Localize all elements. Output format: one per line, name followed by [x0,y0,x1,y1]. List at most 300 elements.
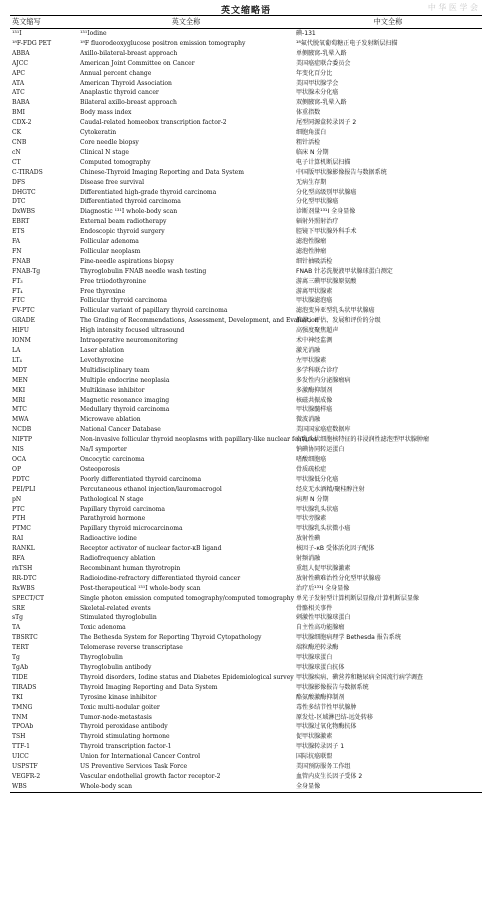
english-name-cell: Pathological N stage [80,495,144,503]
english-name-cell: Stimulated thyroglobulin [80,614,157,622]
table-row [10,396,482,406]
abbreviation-cell: AJCC [12,59,29,67]
english-name-cell: Telomerase reverse transcriptase [80,644,183,652]
chinese-name-cell: 端粒酶逆转录酶 [296,644,339,652]
table-row [10,772,482,782]
english-name-cell: Osteoporosis [80,465,120,473]
english-name-cell: Microwave ablation [80,416,141,424]
table-row [10,69,482,79]
english-name-cell: Oncocytic carcinoma [80,455,145,463]
english-name-cell: Papillary thyroid microcarcinoma [80,525,183,533]
chinese-name-cell: 甲状腺影像报告与数据系统 [296,683,369,691]
chinese-name-cell: 毒性多结节性甲状腺肿 [296,703,357,711]
table-row [10,386,482,396]
abbreviation-cell: CT [12,158,21,166]
abbreviation-cell: RR-DTC [12,574,37,582]
english-name-cell: Thyroglobulin antibody [80,664,152,671]
chinese-name-cell: 年变化百分比 [296,69,333,77]
abbreviation-page [10,0,482,897]
abbreviation-cell: TSH [12,733,26,741]
table-row [10,713,482,723]
abbreviation-cell: FTC [12,297,25,305]
table-row [10,475,482,485]
table-row [10,158,482,168]
abbreviation-cell: FNAB [12,257,31,265]
table-row [10,653,482,663]
chinese-name-cell: 自主性高功能腺瘤 [296,624,345,632]
chinese-name-cell: 甲状腺乳头状癌 [296,505,339,513]
table-row [10,277,482,287]
chinese-name-cell: 多学科联合诊疗 [296,366,339,374]
english-name-cell: Fine-needle aspirations biopsy [80,257,174,265]
abbreviation-cell: WBS [10,782,78,792]
chinese-name-cell: 国际抗癌联盟 [296,753,333,761]
table-row [10,505,482,515]
table-row [10,604,482,614]
chinese-name-cell: 临床 N 分期 [296,148,329,156]
english-name-cell: Diagnostic ¹³¹I whole-body scan [80,208,178,216]
abbreviation-cell: C-TIRADS [12,168,43,176]
table-row [10,98,482,108]
chinese-name-cell: 单侧腋窝-乳晕入路 [296,49,347,57]
table-row [10,39,482,49]
abbreviation-cell: pN [12,495,22,503]
table-row [10,217,482,227]
table-row [10,128,482,138]
abbreviation-cell: PTH [12,515,26,523]
english-name-cell: Multikinase inhibitor [80,386,145,394]
chinese-name-cell: 美国国家癌症数据库 [296,426,351,434]
english-name-cell: Radiofrequency ablation [80,555,156,563]
abbreviation-cell: FN [12,247,22,255]
chinese-name-cell: 美国甲状腺学会 [296,79,339,87]
english-name-cell: Laser ablation [80,347,125,354]
abbreviation-cell: PTC [12,505,25,513]
english-name-cell: The Bethesda System for Reporting Thyroid Cytopathology [80,634,262,642]
english-name-cell: Anaplastic thyroid cancer [80,89,159,97]
abbreviation-cell: TTF-1 [12,743,30,751]
abbreviation-cell: RxWBS [12,584,35,592]
abbreviation-cell: MDT [12,366,28,374]
abbreviation-cell: USPSTF [12,763,38,771]
chinese-name-cell: FNAB 针芯洗脱液甲状腺球蛋白测定 [296,267,393,275]
table-row [10,405,482,415]
chinese-name-cell: 滤泡性肿瘤 [296,247,327,255]
english-name-cell: Free thyroxine [80,287,126,295]
chinese-name-cell: 电子计算机断层扫描 [296,158,351,166]
abbreviation-cell: ATA [12,79,25,87]
chinese-name-cell: 射频消融 [296,555,321,563]
abbreviation-cell: VEGFR-2 [12,772,41,780]
english-name-cell: Thyroglobulin FNAB needle wash testing [80,267,207,275]
abbreviation-cell: BABA [12,99,30,107]
table-row [10,693,482,703]
abbreviation-cell: DFS [12,178,26,186]
table-row [10,237,482,247]
table-row [10,257,482,267]
abbreviation-cell: TIDE [12,673,28,681]
table-row [10,148,482,158]
abbreviation-cell: GRADE [12,317,36,325]
table-row [10,445,482,455]
abbreviation-cell: RAI [12,535,24,543]
abbreviation-cell: MEN [12,376,28,384]
chinese-name-cell: 血管内皮生长因子受体 2 [296,772,363,780]
chinese-name-cell: 辐射外照射治疗 [296,218,339,226]
chinese-name-cell: 甲状腺球蛋白抗体 [296,664,345,671]
english-name-cell: Thyroid disorders, Iodine status and Diabetes Epidemiological survey [80,673,294,681]
table-row [10,425,482,435]
abbreviation-cell: RFA [12,555,25,563]
abbreviation-cell: FT₃ [12,277,23,285]
english-name-cell: Follicular variant of papillary thyroid carcinoma [80,307,228,315]
english-name-cell: Follicular neoplasm [80,247,141,255]
abbreviation-cell: NIS [12,446,24,454]
chinese-name-cell: 病理 N 分期 [296,495,329,503]
english-name-cell: Thyroid Imaging Reporting and Data System [80,683,218,691]
table-row [10,455,482,465]
chinese-name-cell: 核磁共振成像 [296,396,333,404]
table-row [10,544,482,554]
english-name-cell: Differentiated high-grade thyroid carcinoma [80,188,217,196]
table-row [10,49,482,59]
abbreviation-cell: RANKL [12,545,35,553]
header-english-full-name: 英文全称 [78,16,294,29]
chinese-name-cell: 原发灶-区域淋巴结-远处转移 [296,713,373,721]
chinese-name-cell: 经皮无水酒精/聚桂醇注射 [296,485,365,493]
chinese-name-cell: 无病生存期 [296,178,327,186]
english-name-cell: Disease free survival [80,178,145,186]
table-row [10,346,482,356]
chinese-name-cell: 高强度聚焦超声 [296,327,339,335]
english-name-cell: Single photon emission computed tomography/computed tomography [80,594,295,602]
chinese-name-cell: 甲状腺低分化癌 [296,475,339,483]
english-name-cell: Axillo-bilateral-breast approach [80,49,178,57]
abbreviation-cell: FNAB-Tg [12,267,41,275]
abbreviation-cell: ¹⁸F-FDG PET [12,39,52,47]
english-name-cell: ¹³¹Iodine [80,30,107,37]
table-row [10,613,482,623]
english-name-cell: Core needle biopsy [80,138,139,146]
chinese-name-cell: 分化型甲状腺癌 [296,198,339,206]
chinese-name-cell: 分化型高级别甲状腺癌 [296,188,357,196]
table-row [10,29,482,39]
english-name-cell: Clinical N stage [80,148,129,156]
table-row [10,485,482,495]
chinese-name-cell: 碘-131 [296,30,316,37]
chinese-name-cell: 激光消融 [296,347,321,354]
table-body [10,29,482,793]
abbreviation-cell: HIFU [12,327,29,335]
chinese-name-cell: 左甲状腺素 [296,356,327,364]
english-name-cell: External beam radiotherapy [80,218,167,226]
abbreviation-cell: TPOAb [12,723,34,731]
english-name-cell: Radioiodine-refractory differentiated thyroid cancer [80,574,241,582]
table-row [10,108,482,118]
abbreviation-cell: CNB [12,138,27,146]
english-name-cell: National Cancer Database [80,426,161,434]
chinese-name-cell: 细胞角蛋白 [296,129,327,137]
english-name-cell: Thyroid transcription factor-1 [80,743,172,751]
chinese-name-cell: 双侧腋窝-乳晕入路 [296,99,347,107]
english-name-cell: Union for International Cancer Control [80,753,201,761]
table-row [10,554,482,564]
abbreviation-cell: EBRT [12,218,30,226]
table-row [10,356,482,366]
abbreviation-cell: TNM [12,713,28,721]
abbreviation-cell: OCA [12,455,26,463]
chinese-name-cell: 甲状腺滤泡癌 [296,297,333,305]
english-name-cell: Poorly differentiated thyroid carcinoma [80,475,202,483]
english-name-cell: Thyroglobulin [80,654,123,662]
chinese-name-cell: 微波消融 [296,416,321,424]
table-row [10,623,482,633]
abbreviation-cell: MWA [12,416,29,424]
table-row [10,742,482,752]
abbreviation-cell: MTC [12,406,27,414]
abbreviation-cell: CDX-2 [12,119,32,127]
table-row [10,514,482,524]
chinese-name-cell: 美国预防服务工作组 [296,763,351,771]
table-row [10,703,482,713]
table-row [10,178,482,188]
english-name-cell: Tumor-node-metastasis [80,713,152,721]
chinese-name-cell: 甲状腺髓样癌 [296,406,333,414]
table-row [10,752,482,762]
header-row [10,16,482,29]
chinese-name-cell: 术中神经监测 [296,337,333,345]
table-row [10,336,482,346]
english-name-cell: Multiple endocrine neoplasia [80,376,170,384]
abbreviation-cell: FA [12,238,21,246]
abbreviation-cell: LA [12,347,21,354]
publisher-watermark: 中 华 医 学 会 [427,3,478,12]
chinese-name-cell: 诊断剂量¹³¹I 全身显像 [296,208,356,216]
table-row [10,316,482,326]
abbreviation-cell: NIFTP [12,436,32,444]
table-header [10,16,482,29]
abbreviation-cell: sTg [12,614,24,622]
abbreviation-cell: ETS [12,228,25,236]
english-name-cell: Parathyroid hormone [80,515,146,523]
abbreviation-cell: PEI/PLI [12,485,36,493]
abbreviation-cell: APC [12,69,26,77]
chinese-name-cell: 放射性碘 [296,535,321,543]
chinese-name-cell: 重组人促甲状腺激素 [296,564,351,572]
english-name-cell: Toxic adenoma [80,624,126,632]
english-name-cell: Endoscopic thyroid surgery [80,228,165,236]
chinese-name-cell: 多发性内分泌腺瘤病 [296,376,351,384]
table-row [10,435,482,445]
table-row [10,524,482,534]
table-row [10,376,482,386]
chinese-name-cell: 滤泡变异亚型乳头状甲状腺癌 [296,307,375,315]
table-row [10,683,482,693]
table-row [10,138,482,148]
abbreviation-cell: ¹³¹I [12,30,22,37]
chinese-name-cell: 甲状腺转录因子 1 [296,743,345,751]
chinese-name-cell: 甲状腺疾病、碘营养和糖尿病全国流行病学调查 [296,673,423,681]
chinese-name-cell: 甲状腺球蛋白 [296,654,333,662]
chinese-name-cell: 游离甲状腺素 [296,287,333,295]
chinese-name-cell: 甲状旁腺素 [296,515,327,523]
chinese-name-cell: 全身显像 [294,782,482,792]
table-row [10,584,482,594]
chinese-name-cell: 游离三碘甲状腺原氨酸 [296,277,357,285]
table-row [10,366,482,376]
table-row [10,247,482,257]
english-name-cell: Skeletal-related events [80,604,151,612]
english-name-cell: American Thyroid Association [80,79,172,87]
chinese-name-cell: 细针抽吸活检 [296,257,333,265]
table-row [10,59,482,69]
abbreviation-cell: DHGTC [12,188,36,196]
table-row [10,732,482,742]
english-name-cell: Multidisciplinary team [80,366,150,374]
abbreviation-cell: FT₄ [12,287,23,295]
abbreviation-cell: UICC [12,753,29,761]
english-name-cell: Cytokeratin [80,129,117,137]
abbreviation-cell: DxWBS [12,208,36,216]
table-row [10,118,482,128]
table-row [10,534,482,544]
abbreviation-cell: cN [12,148,21,156]
table-row [10,188,482,198]
english-name-cell: High intensity focused ultrasound [80,327,185,335]
abbreviation-cell: FV-PTC [12,307,35,315]
abbreviation-cell: MRI [12,396,26,404]
chinese-name-cell: 骨质疏松症 [296,465,327,473]
english-name-cell: Follicular thyroid carcinoma [80,297,168,305]
chinese-name-cell: 中国版甲状腺影像报告与数据系统 [296,168,387,176]
english-name-cell: Levothyroxine [80,356,124,364]
table-row [10,415,482,425]
abbreviation-cell: CK [12,129,22,137]
chinese-name-cell: 刺激性甲状腺球蛋白 [296,614,351,622]
table-row [10,633,482,643]
abbreviation-cell: TgAb [12,664,29,671]
chinese-name-cell: 粗针活检 [296,138,321,146]
table-row [10,762,482,772]
chinese-name-cell: 甲状腺细胞病理学 Bethesda 报告系统 [296,634,401,642]
english-name-cell: Tyrosine kinase inhibitor [80,693,157,701]
abbreviation-cell: TERT [12,644,29,652]
english-name-cell: Thyroid stimulating hormone [80,733,170,741]
chinese-name-cell: 多激酶抑制剂 [296,386,333,394]
abbreviation-cell: Tg [12,654,20,662]
header-chinese-full-name: 中文全称 [294,16,482,29]
chinese-name-cell: 尾型同源盒转录因子 2 [296,119,357,127]
abbreviation-cell: TBSRTC [12,634,38,642]
english-name-cell: Whole-body scan [78,782,294,792]
table-row [10,663,482,673]
english-name-cell: US Preventive Services Task Force [80,763,188,771]
abbreviation-cell: PDTC [12,475,30,483]
table-row [10,287,482,297]
chinese-name-cell: 甲状腺乳头状微小癌 [296,525,351,533]
table-row [10,306,482,316]
table-row [10,782,482,792]
english-name-cell: The Grading of Recommendations, Assessment, Development, and Evaluation [80,317,319,325]
abbreviation-cell: NCDB [12,426,32,434]
english-name-cell: Bilateral axillo-breast approach [80,99,177,107]
chinese-name-cell: 单光子发射型计算机断层显像/计算机断层显像 [296,594,419,602]
table-row [10,207,482,217]
abbreviation-cell: TIRADS [12,683,37,691]
english-name-cell: Na/I symporter [80,446,127,454]
chinese-name-cell: 美国癌症联合委员会 [296,59,351,67]
english-name-cell: Intraoperative neuromonitoring [80,337,178,345]
english-name-cell: Free triiodothyronine [80,277,147,285]
table-row [10,722,482,732]
table-row [10,88,482,98]
abbreviation-cell: ATC [12,89,25,97]
abbreviation-cell: rhTSH [12,564,33,572]
table-row [10,564,482,574]
chinese-name-cell: 放射性碘难治性分化型甲状腺癌 [296,574,381,582]
table-row [10,465,482,475]
english-name-cell: Receptor activator of nuclear factor-κB ligand [80,545,222,553]
chinese-name-cell: 腔镜下甲状腺外科手术 [296,228,357,236]
table-row [10,227,482,237]
abbreviation-cell: IONM [12,337,31,345]
table-row [10,79,482,89]
english-name-cell: Post-therapeutical ¹³¹I whole-body scan [80,584,201,592]
english-name-cell: Chinese-Thyroid Imaging Reporting and Data System [80,168,244,176]
chinese-name-cell: 滤泡性腺瘤 [296,238,327,246]
table-row [10,197,482,207]
table-row [10,168,482,178]
english-name-cell: Vascular endothelial growth factor receptor-2 [80,772,221,780]
abbreviation-cell: MKI [12,386,26,394]
abbreviation-cell: BMI [12,109,26,117]
chinese-name-cell: 骨骼相关事件 [296,604,333,612]
abbreviation-cell: ABBA [12,49,30,57]
abbreviation-cell: SRE [12,604,26,612]
header-abbreviation: 英文缩写 [10,16,78,29]
english-name-cell: Magnetic resonance imaging [80,396,170,404]
table-row [10,296,482,306]
english-name-cell: Papillary thyroid carcinoma [80,505,165,513]
english-name-cell: Computed tomography [80,158,151,166]
chinese-name-cell: 促甲状腺激素 [296,733,333,741]
table-row [10,594,482,604]
english-name-cell: American Joint Committee on Cancer [80,59,195,67]
english-name-cell: Non-invasive follicular thyroid neoplasms with papillary-like nuclear features [80,436,318,444]
english-name-cell: Radioactive iodine [80,535,137,543]
abbreviation-table [10,15,482,793]
english-name-cell: Annual percent change [80,69,152,77]
chinese-name-cell: 推荐、评估、发展和评价的分级 [296,317,381,325]
english-name-cell: Body mass index [80,109,132,117]
english-name-cell: Toxic multi-nodular goiter [80,703,160,711]
table-row [10,267,482,277]
chinese-name-cell: 甲状腺过氧化物酶抗体 [296,723,357,731]
abbreviation-cell: SPECT/CT [12,594,44,602]
abbreviation-cell: OP [12,465,22,473]
abbreviation-cell: TKI [12,693,23,701]
chinese-name-cell: 甲状腺未分化癌 [296,89,339,97]
abbreviation-cell: DTC [12,198,26,206]
table-row [10,326,482,336]
english-name-cell: Percutaneous ethanol injection/lauromacrogol [80,485,222,493]
chinese-name-cell: 治疗后¹³¹I 全身显像 [296,584,350,592]
chinese-name-cell: ¹⁸氟代脱氧葡萄糖正电子发射断层扫描 [296,39,398,47]
english-name-cell: Medullary thyroid carcinoma [80,406,170,414]
english-name-cell: ¹⁸F fluorodeoxyglucose positron emission tomography [80,39,246,47]
chinese-name-cell: 嗜酸细胞癌 [296,455,327,463]
table-row [10,643,482,653]
